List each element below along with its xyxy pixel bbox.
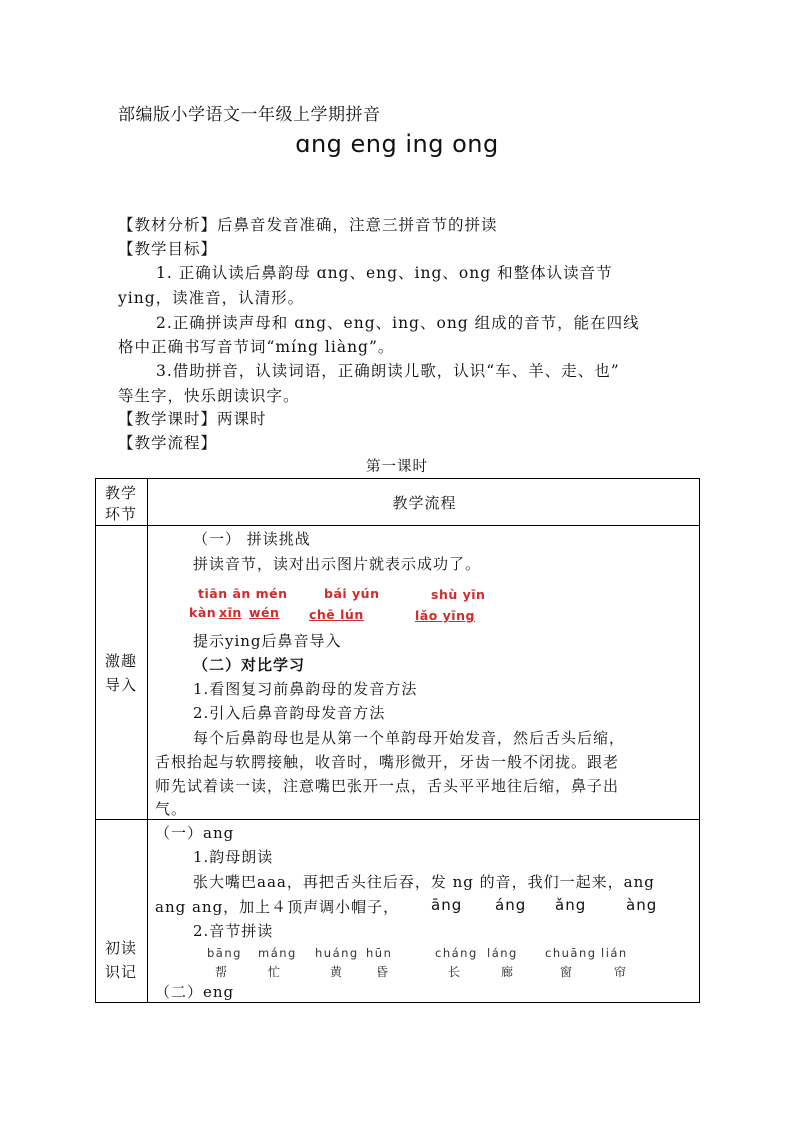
header-cell-flow <box>147 478 700 526</box>
row1-hint: 提示ying后鼻音导入 <box>193 632 342 650</box>
syllable-py-hun: hūn <box>366 946 393 960</box>
syllable-hz-lian: 帘 <box>614 965 627 979</box>
analysis-line: 【教材分析】后鼻音发音准确，注意三拼音节的拼读 <box>118 216 498 234</box>
tone-ang-2: áng <box>495 896 527 914</box>
row2-item1: 1.韵母朗读 <box>193 848 274 866</box>
goal1-line1: 1. 正确认读后鼻韵母 ɑng、eng、ing、ong 和整体认读音节 <box>156 264 613 282</box>
goal3-line1: 3.借助拼音，认读词语，正确朗读儿歌，认识“车、羊、走、也” <box>156 362 620 380</box>
row2-para-line2: ang ang，加上４顶声调小帽子， <box>155 898 400 916</box>
syllable-py-bang: bāng <box>207 946 242 960</box>
pinyin-che-lun: chē lún <box>309 607 364 622</box>
row1-label-line1: 激趣 <box>105 652 138 670</box>
row1-sub1-title: （一） 拼读挑战 <box>193 530 311 548</box>
hours-line: 【教学课时】两课时 <box>118 410 267 428</box>
syllable-hz-lang: 廊 <box>501 965 514 979</box>
syllable-hz-chang: 长 <box>448 965 461 979</box>
lesson-caption: 第一课时 <box>366 459 428 475</box>
row1-para-line3: 师先试着读一读，注意嘴巴张开一点，舌头平平地往后缩，鼻子出 <box>155 777 620 795</box>
row1-label-cell <box>95 525 148 820</box>
row1-para-line4: 气。 <box>155 800 188 818</box>
syllable-py-mang: máng <box>258 946 297 960</box>
row1-sub2-title: （二）对比学习 <box>193 656 306 674</box>
tone-ang-1: āng <box>431 896 463 914</box>
pinyin-wen: wén <box>249 605 280 620</box>
pinyin-lao-ying: lǎo yīng <box>415 608 475 623</box>
syllable-hz-mang: 忙 <box>268 965 281 979</box>
tone-ang-3: ǎng <box>555 896 587 914</box>
goal2-line1: 2.正确拼读声母和 ɑng、eng、ing、ong 组成的音节，能在四线 <box>156 314 640 332</box>
document-header: 部编版小学语文一年级上学期拼音 <box>118 105 381 125</box>
header-stage-line2: 环节 <box>105 505 138 523</box>
row1-para-line2: 舌根抬起与软腭接触，收音时，嘴形微开，牙齿一般不闭拢。跟老 <box>155 753 620 771</box>
row1-item1: 1.看图复习前鼻韵母的发音方法 <box>193 680 418 698</box>
syllable-hz-chuang: 窗 <box>560 965 573 979</box>
lesson-table <box>95 478 700 1003</box>
syllable-py-lian: lián <box>601 946 628 960</box>
syllable-py-chang: cháng <box>435 946 478 960</box>
header-cell-stage <box>95 478 148 526</box>
row2-content-cell <box>147 819 700 1003</box>
header-flow-label: 教学流程 <box>392 494 457 512</box>
syllable-py-chuang: chuāng <box>545 946 597 960</box>
pinyin-shu-yin: shù yīn <box>431 587 486 602</box>
row1-sub1-text: 拼读音节，读对出示图片就表示成功了。 <box>193 555 482 573</box>
goals-heading: 【教学目标】 <box>118 240 218 258</box>
tone-ang-4: àng <box>626 896 658 914</box>
pinyin-tian-an-men: tiān ān mén <box>198 586 288 601</box>
goal1-line2: ying，读准音，认清形。 <box>118 289 305 307</box>
syllable-hz-hun: 昏 <box>376 965 389 979</box>
goal3-line2: 等生字，快乐朗读识字。 <box>118 387 300 405</box>
header-stage-line1: 教学 <box>105 484 138 502</box>
row2-item2: 2.音节拼读 <box>193 922 274 940</box>
row1-content-cell <box>147 525 700 820</box>
pinyin-xin: xīn <box>219 605 242 620</box>
goal2-line2: 格中正确书写音节词“míng liàng”。 <box>118 338 395 356</box>
row1-label-line2: 导入 <box>105 676 138 694</box>
syllable-py-huang: huáng <box>315 946 359 960</box>
row2-para-line1: 张大嘴巴aaa，再把舌头往后吞，发 ng 的音，我们一起来，ang <box>193 873 655 891</box>
row1-para-line1: 每个后鼻韵母也是从第一个单韵母开始发音，然后舌头后缩， <box>193 729 626 747</box>
syllable-py-lang: láng <box>487 946 518 960</box>
pinyin-kan: kàn <box>189 605 217 620</box>
row2-label-cell <box>95 819 148 1003</box>
flow-heading: 【教学流程】 <box>118 434 218 452</box>
pinyin-bai-yun: bái yún <box>324 586 380 601</box>
syllable-hz-bang: 帮 <box>215 965 228 979</box>
row1-item2: 2.引入后鼻音韵母发音方法 <box>193 704 386 722</box>
syllable-hz-huang: 黄 <box>330 965 343 979</box>
row2-sub2-title: （二）eng <box>155 983 235 1001</box>
row2-label-line2: 识记 <box>105 963 138 981</box>
row2-sub1-title: （一）ang <box>155 824 235 842</box>
row2-label-line1: 初读 <box>105 939 138 957</box>
document-title: ɑng eng ing ong <box>295 130 499 158</box>
